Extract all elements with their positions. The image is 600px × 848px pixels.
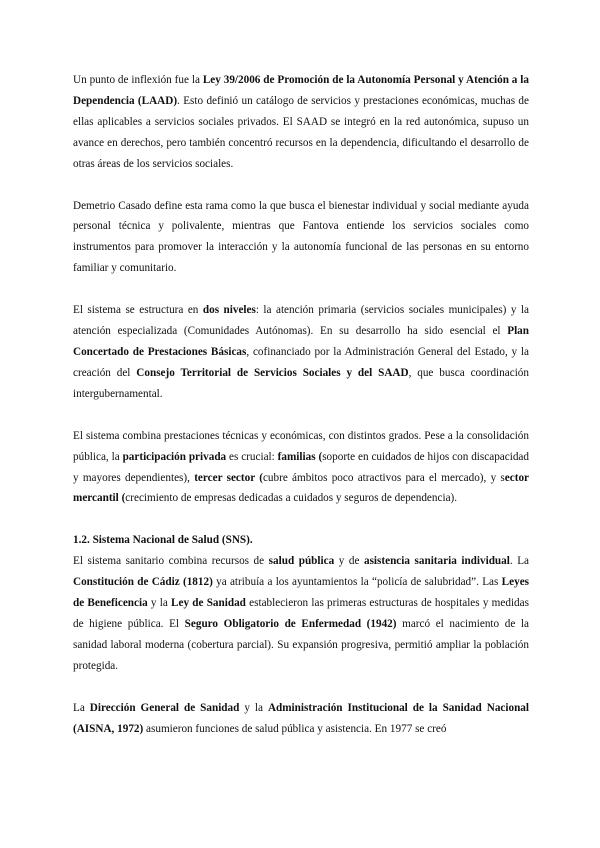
text-run: , que busca coordinación intergubernamental. <box>73 366 529 400</box>
bold-run: Constitución de Cádiz (1812) <box>73 576 213 589</box>
text-run: cubre ámbitos poco atractivos para el mercado), y s <box>262 471 505 484</box>
text-run: Un punto de inflexión fue la <box>73 74 203 86</box>
text-run: soporte en cuidados de hijos con discapacidad y mayores dependientes), <box>73 450 529 484</box>
section-heading-sns: 1.2. Sistema Nacional de Salud (SNS). <box>73 534 253 547</box>
text-run: El sistema sanitario combina recursos de <box>73 555 269 568</box>
text-run: y la <box>239 701 268 714</box>
text-run: y la <box>147 597 172 610</box>
bold-run: Ley de Sanidad <box>171 597 246 610</box>
bold-run: ector mercantil ( <box>73 471 529 505</box>
text-run: , cofinanciado por la Administración General del Estado, y la creación del <box>73 345 529 379</box>
bold-run: dos niveles <box>202 304 256 317</box>
bold-run: Ley 39/2006 de Promoción de la Autonomía Personal y Atención a la Dependencia (LAAD) <box>73 74 529 107</box>
bold-run: familias ( <box>277 450 323 463</box>
text-run: El sistema combina prestaciones técnicas y económicas, con distintos grados. Pese a la consolidación pública, la <box>73 429 529 463</box>
text-run: marcó el nacimiento de la sanidad laboral moderna (cobertura parcial). Su expansión progresiva, permitió ampliar la población protegida. <box>73 617 529 672</box>
bold-run: Plan Concertado de Prestaciones Básicas <box>73 325 529 358</box>
paragraph-definitions <box>73 196 529 280</box>
bold-run: Dirección General de Sanidad <box>89 701 240 714</box>
bold-run: Administración Institucional de la Sanidad Nacional (AISNA, 1972) <box>73 701 530 735</box>
paragraph-laad <box>73 70 529 175</box>
text-run: El sistema se estructura en <box>73 304 203 317</box>
text-run: : la atención primaria (servicios sociales municipales) y la atención especializada (Comunidades Autónomas). En su desarrollo ha sido esencial el <box>73 304 529 338</box>
bold-run: tercer sector ( <box>194 471 263 484</box>
paragraph-structure <box>73 300 529 405</box>
document-page <box>73 70 529 739</box>
bold-run: asistencia sanitaria individual <box>363 555 510 568</box>
bold-run: Seguro Obligatorio de Enfermedad (1942) <box>184 617 397 630</box>
text-run: es crucial: <box>226 450 278 463</box>
text-run: La <box>73 701 90 714</box>
bold-run: participación privada <box>122 450 227 463</box>
text-run: asumieron funciones de salud pública y asistencia. En 1977 se creó <box>143 722 447 735</box>
text-run: establecieron las primeras estructuras de hospitales y medidas de higiene pública. El <box>73 597 529 630</box>
text-run: crecimiento de empresas dedicadas a cuidados y seguros de dependencia). <box>125 492 458 505</box>
paragraph-aisna <box>73 698 529 740</box>
text-run: . La <box>509 555 529 568</box>
bold-run: Leyes de Beneficencia <box>73 576 530 610</box>
paragraph-private-participation <box>73 426 529 510</box>
bold-run: Consejo Territorial de Servicios Sociales y del SAAD <box>136 366 409 379</box>
text-run: Demetrio Casado define esta rama como la que busca el bienestar individual y social mediante ayuda personal técnica y polivalente, mientras que Fantova entiende los servicios sociales como instrumentos para promover la interacción y la autonomía funcional de las personas en su entorno familiar y comunitario. <box>73 199 529 275</box>
text-run: y de <box>334 555 364 568</box>
bold-run: salud pública <box>268 555 335 568</box>
text-run: . Esto definió un catálogo de servicios y prestaciones económicas, muchas de ellas aplicables a servicios sociales privados. El SAAD se integró en la red autonómica, supuso un avance en derechos, pero también concentró recursos en la dependencia, dificultando el desarrollo de otras áreas de los servicios sociales. <box>73 94 529 170</box>
paragraph-sns-history <box>73 551 529 676</box>
text-run: ya atribuía a los ayuntamientos la “policía de salubridad”. Las <box>212 576 502 589</box>
